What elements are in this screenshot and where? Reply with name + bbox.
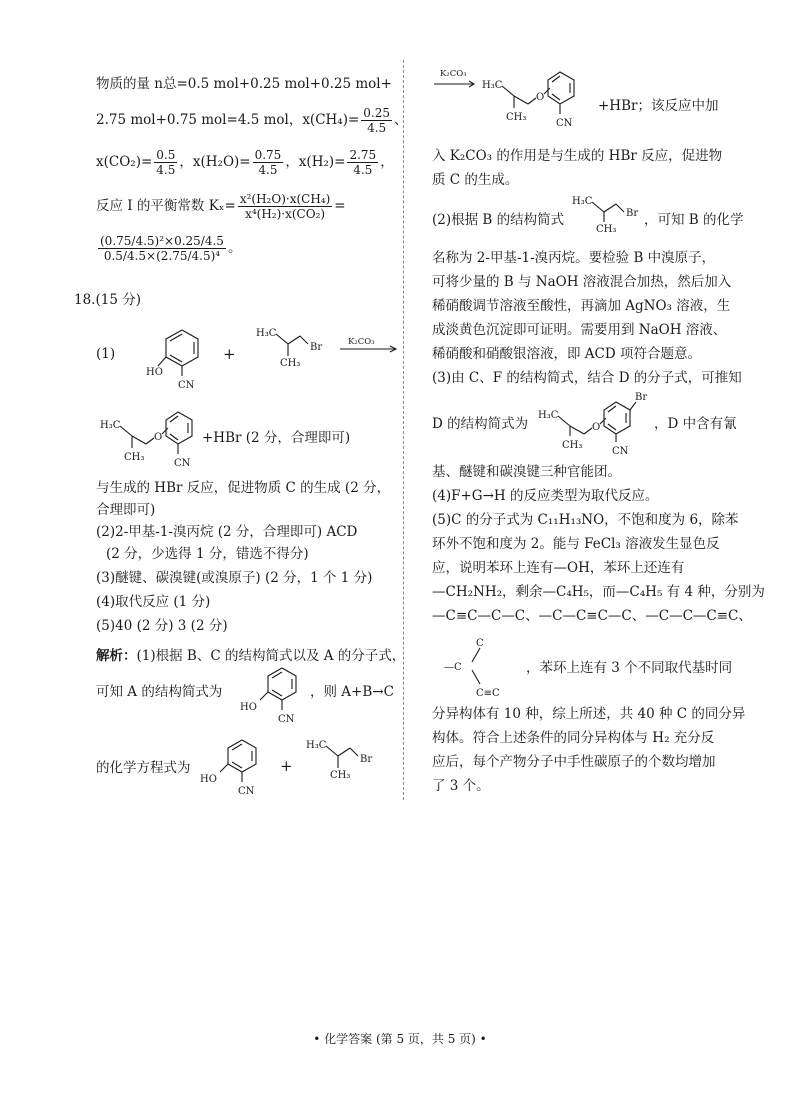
- ho-label: HO: [200, 774, 217, 785]
- mole-fraction-line: [96, 106, 408, 135]
- answer-line: (3)醚键、碳溴键(或溴原子) (2 分，1 个 1 分): [96, 570, 373, 586]
- bond: [220, 764, 228, 772]
- br-label: Br: [310, 342, 323, 353]
- column-divider: [403, 60, 404, 800]
- explanation-line: (4)F+G→H 的反应类型为取代反应。: [432, 488, 659, 504]
- explanation-line: 稀硝酸和硝酸银溶液，即 ACD 项符合题意。: [432, 346, 701, 362]
- text-segment: (1)根据 B、C 的结构简式以及 A 的分子式，: [136, 648, 406, 664]
- bond: [472, 670, 480, 684]
- explanation-line: ，可知 B 的化学: [644, 212, 744, 228]
- answer-line: 与生成的 HBr 反应，促进物质 C 的生成 (2 分，: [96, 480, 391, 496]
- bond: [514, 96, 528, 104]
- benzene-ring: [166, 330, 198, 366]
- explanation-line: [96, 682, 222, 702]
- bond: [120, 426, 132, 436]
- h3c-label: H₃C: [306, 740, 327, 751]
- explanation-line: 质 C 的生成。: [432, 172, 519, 188]
- fraction: [238, 192, 332, 221]
- explanation-line: 应，说明苯环上连有—OH，苯环上还连有: [432, 560, 685, 576]
- ho-label: HO: [240, 702, 257, 713]
- explanation-line: 的化学方程式为: [96, 760, 191, 776]
- bond: [592, 202, 604, 212]
- answer-hbr: +HBr (2 分，合理即可): [202, 430, 351, 446]
- compound-c-structure: [96, 408, 206, 488]
- text-segment: ，: [380, 154, 394, 170]
- bond: [350, 748, 358, 756]
- fraction: [347, 148, 378, 177]
- br-label: Br: [360, 754, 373, 765]
- numerator: [98, 234, 226, 249]
- explanation-line: 可将少量的 B 与 NaOH 溶液混合加热，然后加入: [432, 274, 732, 290]
- explanation-line: 稀硝酸调节溶液至酸性，再滴加 AgNO₃ 溶液，生: [432, 298, 731, 314]
- denominator: 4.5: [258, 163, 278, 177]
- explanation-line: ，苯环上连有 3 个不同取代基时同: [526, 660, 733, 676]
- denominator: 4.5: [353, 163, 373, 177]
- text-segment: (0.75/4.5)²×: [100, 234, 175, 248]
- k2co3-label: K₂CO₃: [440, 69, 467, 79]
- text-segment: ，x(H₂)=: [285, 154, 346, 170]
- explanation-line: 了 3 个。: [432, 778, 490, 794]
- ch3-label: CH₃: [562, 440, 583, 451]
- bond: [584, 428, 592, 434]
- answer-line: (5)40 (2 分) 3 (2 分): [96, 618, 228, 634]
- cn-label: CN: [556, 118, 573, 129]
- bond: [146, 438, 154, 444]
- bond: [544, 88, 550, 94]
- explanation-line: ，D 中含有氰: [654, 416, 737, 432]
- explanation-line: 构体。符合上述条件的同分异构体与 H₂ 充分反: [432, 730, 715, 746]
- h3c-label: H₃C: [256, 328, 277, 339]
- bond: [502, 86, 514, 96]
- explanation-line: —C≡C—C—C、—C—C≡C—C、—C—C—C≡C、: [432, 608, 752, 624]
- cn-label: CN: [278, 714, 295, 725]
- compound-a-structure-2: [236, 662, 316, 732]
- numerator: x²(H₂O)·x(CH₄): [239, 192, 331, 206]
- fraction: [98, 234, 226, 263]
- explanation-line: (2)根据 B 的结构简式: [432, 212, 565, 228]
- text-segment: =: [334, 198, 346, 214]
- cn-label: CN: [612, 446, 629, 457]
- explanation-line: +HBr；该反应中加: [598, 98, 719, 114]
- text-segment: 反应 Ⅰ 的平衡常数 Kₓ=: [96, 198, 236, 214]
- equilibrium-constant-line: [96, 192, 346, 221]
- ch3-label: CH₃: [280, 358, 301, 369]
- explanation-line: ，则 A+B→C: [310, 684, 394, 700]
- c-chain-label: —C: [444, 662, 462, 673]
- h3c-label: H₃C: [100, 420, 121, 431]
- h3c-label: H₃C: [538, 410, 559, 421]
- fraction: [154, 148, 177, 177]
- o-label: O: [592, 422, 601, 433]
- bond: [528, 98, 536, 104]
- denominator: 0.5/4.5×(2.75/4.5)⁴: [103, 249, 221, 263]
- text-segment: 可知 A 的结构简式为: [96, 684, 223, 700]
- explanation-line: 名称为 2-甲基-1-溴丙烷。要检验 B 中溴原子，: [432, 250, 716, 266]
- answer-line: (4)取代反应 (1 分): [96, 594, 211, 610]
- c-label: C: [476, 638, 484, 649]
- explanation-line: (5)C 的分子式为 C₁₁H₁₃NO，不饱和度为 6，除苯: [432, 512, 739, 528]
- double-bond: [170, 355, 182, 362]
- mole-fraction-line-2: [96, 148, 394, 177]
- equilibrium-constant-value: [96, 234, 241, 263]
- explanation-line: 应后，每个产物分子中手性碳原子的个数均增加: [432, 754, 716, 770]
- bond: [338, 748, 350, 756]
- text-segment: 0.25/4.5: [174, 234, 224, 248]
- bond: [558, 416, 570, 426]
- triple-bond-label: C≡C: [476, 688, 500, 699]
- answer-line: 合理即可): [96, 502, 156, 518]
- bond: [630, 402, 636, 410]
- explanation-line: 分异构体有 10 种，综上所述，共 40 种 C 的同分异: [432, 706, 746, 722]
- mole-total-line: 物质的量 n总=0.5 mol+0.25 mol+0.25 mol+: [96, 76, 392, 92]
- explanation-line: D 的结构简式为: [432, 416, 529, 432]
- text-segment: ，x(H₂O)=: [179, 154, 251, 170]
- numerator: 0.25: [363, 106, 391, 120]
- text-segment: 、: [394, 112, 408, 128]
- bond: [604, 204, 616, 212]
- compound-d-structure: [538, 384, 658, 458]
- double-bond: [170, 334, 182, 341]
- bond: [260, 692, 268, 700]
- explanation-line: (3)由 C、F 的结构简式，结合 D 的分子式，可推知: [432, 370, 742, 386]
- br-label: Br: [626, 208, 639, 219]
- bond: [300, 336, 308, 344]
- compound-c-structure-2: [432, 62, 592, 136]
- explanation-line: 成淡黄色沉淀即可证明。需要用到 NaOH 溶液、: [432, 322, 727, 338]
- h3c-label: H₃C: [572, 196, 593, 207]
- numerator: 2.75: [349, 148, 377, 162]
- cn-label: CN: [174, 458, 191, 469]
- bond: [276, 334, 288, 344]
- compound-b-structure-2: [306, 736, 386, 796]
- o-label: O: [536, 92, 545, 103]
- explanation-line: 环外不饱和度为 2。能与 FeCl₃ 溶液发生显色反: [432, 536, 720, 552]
- fraction: [253, 148, 284, 177]
- plus-sign: +: [223, 345, 236, 363]
- numerator: 0.75: [254, 148, 282, 162]
- explanation-label: 解析：: [96, 648, 137, 664]
- denominator: 4.5: [367, 121, 387, 135]
- bond: [132, 436, 146, 444]
- h3c-label: H₃C: [482, 80, 503, 91]
- compound-b-structure: [256, 324, 336, 384]
- denominator: x⁴(H₂)·x(CO₂): [245, 207, 326, 221]
- compound-a-structure-3: [196, 734, 276, 804]
- page-footer: • 化学答案 (第 5 页，共 5 页) •: [313, 1032, 487, 1046]
- text-segment: 。: [227, 240, 242, 256]
- answer-line: (2)2-甲基-1-溴丙烷 (2 分，合理即可) ACD: [96, 524, 358, 540]
- text-segment: 2.75 mol+0.75 mol=4.5 mol，x(CH₄)=: [96, 112, 360, 128]
- explanation-line: 入 K₂CO₃ 的作用是与生成的 HBr 反应，促进物: [432, 148, 723, 164]
- branched-c4h5-structure: [436, 634, 516, 698]
- answer-line: (2 分，少选得 1 分，错选不得分): [106, 546, 309, 562]
- o-label: O: [154, 432, 163, 443]
- part-label: (1): [96, 346, 116, 362]
- br-label: Br: [635, 392, 648, 403]
- compound-b-structure-3: [572, 192, 652, 242]
- reaction-arrow: [340, 336, 400, 356]
- ch3-label: CH₃: [596, 224, 617, 235]
- cn-label: CN: [178, 380, 195, 391]
- numerator: 0.5: [156, 148, 176, 162]
- k2co3-label: K₂CO₃: [348, 337, 375, 347]
- fraction: [361, 106, 392, 135]
- text-segment: x(CO₂)=: [96, 154, 153, 170]
- plus-sign: +: [280, 757, 293, 775]
- bond: [288, 336, 300, 344]
- ch3-label: CH₃: [124, 452, 145, 463]
- bond: [162, 428, 168, 434]
- bond: [616, 204, 624, 212]
- ho-label: HO: [146, 367, 163, 378]
- bond: [600, 418, 606, 424]
- bond: [158, 357, 166, 366]
- bond: [326, 746, 338, 756]
- explanation-line: 基、醚键和碳溴键三种官能团。: [432, 464, 621, 480]
- denominator: 4.5: [156, 163, 176, 177]
- bond: [472, 648, 480, 662]
- bond: [570, 426, 584, 434]
- cn-label: CN: [238, 786, 255, 797]
- question-number: 18.(15 分): [74, 292, 141, 308]
- ch3-label: CH₃: [330, 770, 351, 781]
- explanation-line: —CH₂NH₂，剩余—C₄H₅，而—C₄H₅ 有 4 种，分别为: [432, 584, 765, 600]
- ch3-label: CH₃: [506, 112, 527, 123]
- compound-a-structure: [136, 320, 216, 400]
